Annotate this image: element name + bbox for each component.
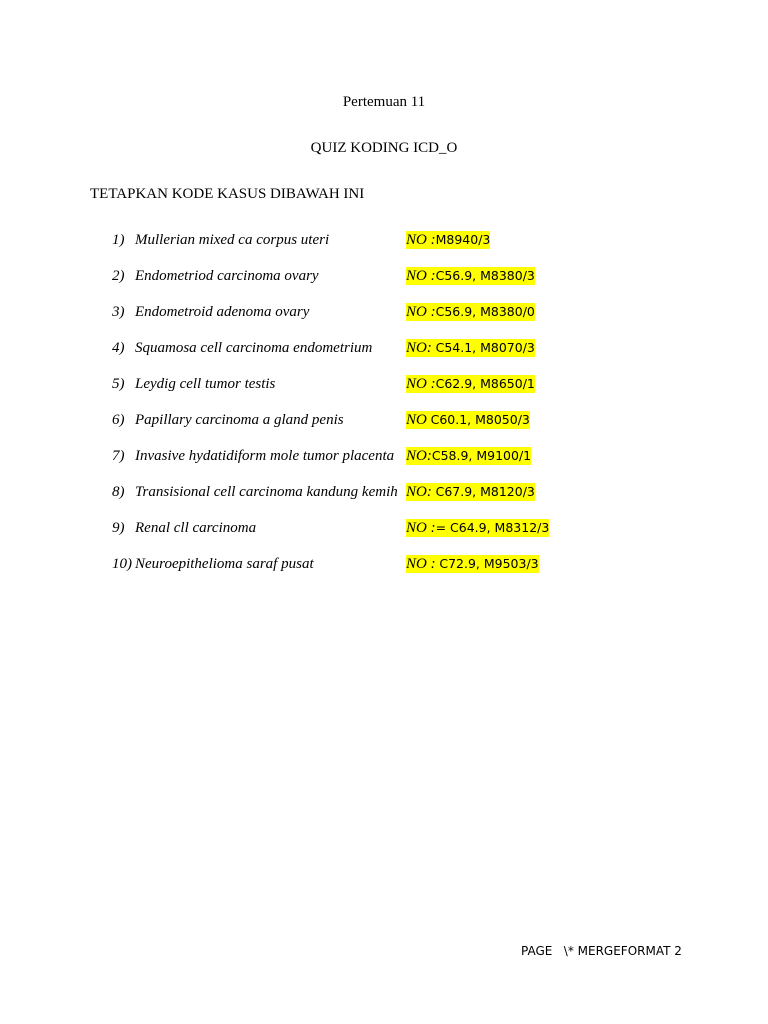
list-item [112, 446, 712, 482]
list-item [112, 230, 712, 266]
case-name: Invasive hydatidiform mole tumor placenta [135, 448, 395, 464]
page-number-field: PAGE \* MERGEFORMAT 2 [521, 944, 682, 958]
answer-prefix: NO : [406, 520, 436, 536]
item-number: 4) [112, 340, 125, 356]
answer-code: = C64.9, M8312/3 [435, 520, 550, 535]
list-item [112, 482, 712, 518]
item-number: 5) [112, 376, 125, 392]
case-name: Endometroid adenoma ovary [135, 304, 310, 320]
case-name: Mullerian mixed ca corpus uteri [135, 232, 330, 248]
answer-highlight [406, 231, 490, 249]
item-number: 3) [112, 304, 125, 320]
item-number: 1) [112, 232, 125, 248]
item-number: 10) [112, 556, 132, 572]
answer-highlight [406, 411, 530, 429]
list-item [112, 302, 712, 338]
list-item [112, 554, 712, 590]
answer-code: C60.1, M8050/3 [430, 412, 530, 427]
answer-prefix: NO : [406, 304, 436, 320]
case-name: Neuroepithelioma saraf pusat [135, 556, 314, 572]
answer-prefix: NO : [406, 376, 436, 392]
answer-prefix: NO: [406, 448, 432, 464]
answer-highlight [406, 483, 535, 501]
answer-prefix: NO : [406, 232, 436, 248]
case-name: Endometriod carcinoma ovary [135, 268, 319, 284]
answer-highlight [406, 555, 539, 573]
list-item [112, 338, 712, 374]
case-name: Papillary carcinoma a gland penis [135, 412, 344, 428]
answer-code: C58.9, M9100/1 [431, 448, 532, 463]
answer-code: C56.9, M8380/0 [435, 304, 535, 319]
case-list [112, 230, 712, 590]
answer-prefix: NO : [406, 268, 436, 284]
quiz-title: QUIZ KODING ICD_O [310, 140, 458, 156]
answer-highlight [406, 303, 535, 321]
list-item [112, 266, 712, 302]
case-name: Transisional cell carcinoma kandung kemih [135, 484, 398, 500]
case-name: Squamosa cell carcinoma endometrium [135, 340, 373, 356]
meeting-title: Pertemuan 11 [342, 94, 426, 110]
answer-highlight [406, 339, 535, 357]
item-number: 8) [112, 484, 125, 500]
list-item [112, 518, 712, 554]
answer-code: C54.1, M8070/3 [435, 340, 535, 355]
case-name: Leydig cell tumor testis [135, 376, 276, 392]
answer-prefix: NO: [406, 484, 436, 500]
answer-highlight [406, 375, 535, 393]
answer-highlight [406, 519, 549, 537]
answer-prefix: NO : [406, 556, 440, 572]
answer-highlight [406, 267, 535, 285]
item-number: 2) [112, 268, 125, 284]
answer-code: C72.9, M9503/3 [439, 556, 539, 571]
item-number: 9) [112, 520, 125, 536]
item-number: 7) [112, 448, 125, 464]
list-item [112, 374, 712, 410]
answer-prefix: NO: [406, 340, 436, 356]
answer-code: C67.9, M8120/3 [435, 484, 535, 499]
answer-code: C56.9, M8380/3 [435, 268, 535, 283]
case-name: Renal cll carcinoma [135, 520, 257, 536]
answer-highlight [406, 447, 531, 465]
item-number: 6) [112, 412, 125, 428]
answer-code: C62.9, M8650/1 [435, 376, 535, 391]
list-item [112, 410, 712, 446]
answer-prefix: NO [406, 412, 431, 428]
instruction-text: TETAPKAN KODE KASUS DIBAWAH INI [90, 186, 365, 202]
answer-code: M8940/3 [435, 232, 491, 247]
